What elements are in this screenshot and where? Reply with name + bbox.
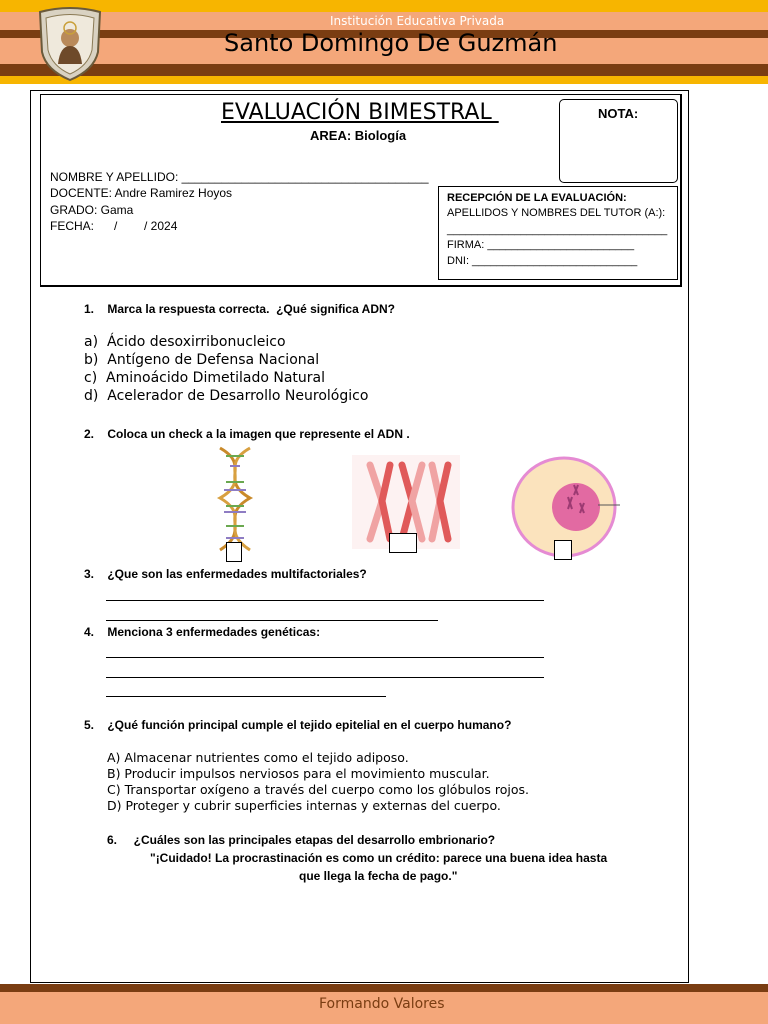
footer-motto: Formando Valores [319,996,445,1012]
school-seal-logo [36,6,104,82]
header-band-gold-lower [0,76,768,84]
q1-option-d[interactable]: d) Acelerador de Desarrollo Neurológico [84,388,369,404]
q3-answer-line-1[interactable] [106,600,544,601]
cell-nucleus-checkbox[interactable] [554,540,572,560]
exam-title: EVALUACIÓN BIMESTRAL [221,100,499,125]
dna-helix-image [212,446,258,556]
grade-level-field: GRADO: Gama [50,203,134,217]
teacher-field: DOCENTE: Andre Ramirez Hoyos [50,186,233,200]
header-band-gold [0,0,768,12]
question-6: 6. ¿Cuáles son las principales etapas del desarrollo embrionario? [107,833,496,847]
dni-field[interactable]: DNI: ___________________________ [447,255,638,267]
header-band-brown-lower [0,64,768,76]
question-1: 1. Marca la respuesta correcta. ¿Qué significa ADN? [84,302,395,316]
question-2: 2. Coloca un check a la imagen que represente el ADN . [84,427,410,441]
q5-option-c[interactable]: C) Transportar oxígeno a través del cuerpo como los glóbulos rojos. [107,782,530,797]
quote-line-1: "¡Cuidado! La procrastinación es como un crédito: parece una buena idea hasta [150,851,608,865]
quote-line-2: que llega la fecha de pago." [299,869,458,883]
school-name: Santo Domingo De Guzmán [224,29,558,57]
q1-option-a[interactable]: a) Ácido desoxirribonucleico [84,334,286,350]
question-3: 3. ¿Que son las enfermedades multifactoriales? [84,567,367,581]
q5-option-d[interactable]: D) Proteger y cubrir superficies internas y externas del cuerpo. [107,798,501,813]
q3-answer-line-2[interactable] [106,620,438,621]
q4-answer-line-2[interactable] [106,677,544,678]
q5-option-b[interactable]: B) Producir impulsos nerviosos para el movimiento muscular. [107,766,490,781]
chromosomes-checkbox[interactable] [389,533,417,553]
tutor-line[interactable]: ____________________________________ [447,224,668,236]
reception-title: RECEPCIÓN DE LA EVALUACIÓN: [447,192,627,204]
q4-answer-line-3[interactable] [106,696,386,697]
footer-band-brown [0,984,768,992]
grade-label: NOTA: [598,106,639,121]
question-4: 4. Menciona 3 enfermedades genéticas: [84,625,321,639]
name-field[interactable]: NOMBRE Y APELLIDO: _____________________________________ [50,170,429,184]
date-field[interactable]: FECHA: / / 2024 [50,219,178,233]
q1-option-c[interactable]: c) Aminoácido Dimetilado Natural [84,370,325,386]
signature-field[interactable]: FIRMA: ________________________ [447,239,635,251]
q1-option-b[interactable]: b) Antígeno de Defensa Nacional [84,352,320,368]
q4-answer-line-1[interactable] [106,657,544,658]
q5-option-a[interactable]: A) Almacenar nutrientes como el tejido adiposo. [107,750,409,765]
area-subtitle: AREA: Biología [310,128,407,143]
question-5: 5. ¿Qué función principal cumple el tejido epitelial en el cuerpo humano? [84,718,512,732]
institution-label: Institución Educativa Privada [330,14,505,28]
dna-helix-checkbox[interactable] [226,542,242,562]
tutor-label: APELLIDOS Y NOMBRES DEL TUTOR (A:): [447,207,666,219]
